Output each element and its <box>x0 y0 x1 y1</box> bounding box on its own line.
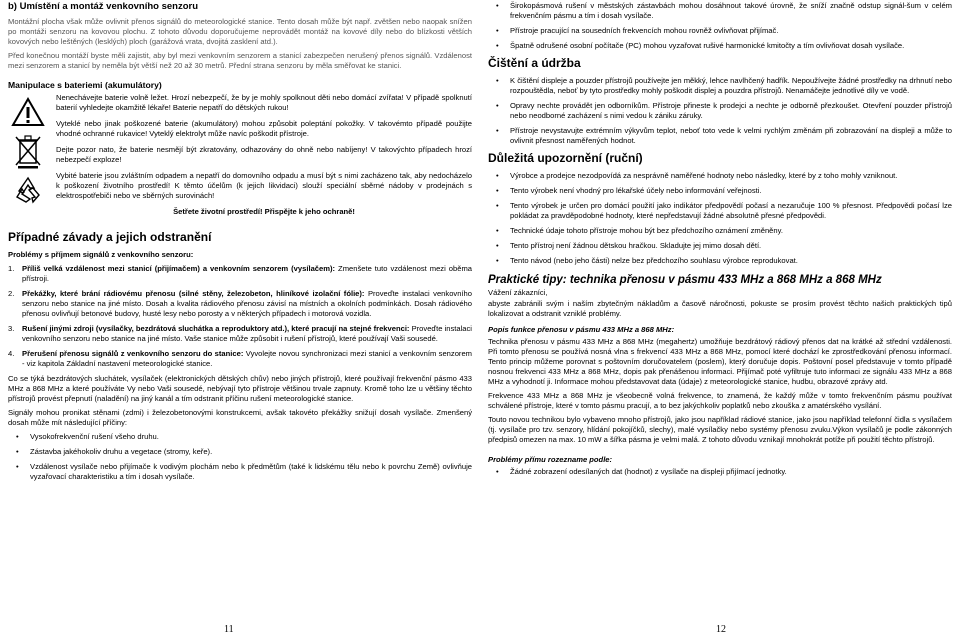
tips-paragraph: Frekvence 433 MHz a 868 MHz je všeobecně volná frekvence, to znamená, že každý může v tomto frekvenčním pásmu používat schválené přístroje, které v tomto pásmu pracují, a to bez jakýchkoliv poplatků nebo zkouška z amatérského vysílání. <box>488 391 952 410</box>
fault-item <box>8 324 472 344</box>
tips-greeting: Vážení zákazníci, <box>488 288 548 297</box>
fault-title: Příliš velká vzdálenost mezi stanicí (přijímačem) a venkovním senzorem (vysílačem): <box>22 264 336 273</box>
problems-subheading: Problémy přímu rozezname podle: <box>488 455 613 464</box>
cause-item: • Vzdálenost vysílače nebo přijímače k vodivým plochám nebo k předmětům (také k lidskému tělu nebo k povrchu Země) ovlivňuje vyzařovací charakteristiku a tím i dosah vysílače. <box>8 462 472 482</box>
battery-warning-block <box>8 93 472 226</box>
fault-title: Překážky, které brání rádiovému přenosu (silné stěny, železobeton, hliníkové izolační fólie): <box>22 289 365 298</box>
causes-list <box>8 432 472 482</box>
paragraph-before-mounting: Před konečnou montáží byste měli zajistit, aby byl mezi venkovním senzorem a stanicí zabezpečen nerušený přenos signálů. Vzdálenost mezi senzorem a stanicí by neměla být větší než 20 až 30 metrů. Přední strana senzoru by měla směřovat ke stanici. <box>8 51 472 70</box>
tips-paragraph: Technika přenosu v pásmu 433 MHz a 868 MHz (megahertz) umožňuje bezdrátový rádiový přenos dat na krátké až střední vzdálenosti. Při tomto přenosu se používá nosná vlna s frekvencí 433 MHz a 868 MHz, pomocí které dochází ke zprostředkování přenosu informací. Tento princip můžeme porovnat s poštovním doručovatelem (poslem), který doručuje dopis. Poštovní posel představuje v tomto případě nosnou frekvenci 433 MHz a 868 MHz, dopis pak přenášenou informaci. Přijímač poté vyfiltruje tuto informaci ze signálu 433 MHz a 868 MHz a vyhodnotí ji. Informace mohou představovat data (údaje) z meteorologické stanice, hudbu, obrazové zprávy atd. <box>488 337 952 386</box>
battery-paragraph: Vybité baterie jsou zvláštním odpadem a nepatří do domovního odpadu a musí být s nimi zacházeno tak, aby nedocházelo k poškození životního prostředí! K těmto účelům (k jejich likvidaci) slouží speciální sběrné nádoby v prodejnách s elektrospotřebiči nebo ve sběrných surovinách! <box>56 171 472 200</box>
section-heading-placement: b) Umístění a montáž venkovního senzoru <box>8 1 199 12</box>
recycling-icon <box>13 175 43 205</box>
note-item: • Tento výrobek není vhodný pro lékařské účely nebo informování veřejnosti. <box>488 186 952 196</box>
paragraph-mounting-surface: Montážní plocha však může ovlivnit přenos signálů do meteorologické stanice. Tento dosah může být např. zvětšen nebo naopak snížen po montáži senzoru na kovovou plochu. Z tohoto důvodu doporučujeme neprovádět montáž na kovové díly nebo do blízkosti větších kovových nebo leštěných (lesklých) ploch (garážová vrata, dvojitá zasklení atd.). <box>8 17 472 46</box>
note-item: • Tento přístroj není žádnou dětskou hračkou. Skladujte jej mimo dosah dětí. <box>488 241 952 251</box>
interference-list <box>488 1 952 51</box>
page-number-left: 11 <box>224 624 234 635</box>
interference-item: • Špatně odrušené osobní počítače (PC) mohou vyzařovat rušivé harmonické kmitočty a tím ovlivňovat dosah vysílače. <box>488 41 952 51</box>
fault-item <box>8 264 472 284</box>
note-item: • Výrobce a prodejce nezodpovídá za nesprávně naměřené hodnoty nebo následky, které by z toho mohly vzniknout. <box>488 171 952 181</box>
care-heading: Čištění a údržba <box>488 56 581 70</box>
battery-slogan: Šetřete životní prostředí! Přispějte k jeho ochraně! <box>173 207 355 216</box>
note-item: • Tento návod (nebo jeho části) nelze bez předchozího souhlasu výrobce reprodukovat. <box>488 256 952 266</box>
page-number-right: 12 <box>716 624 726 635</box>
interference-item: • Širokopásmová rušení v městských zástavbách mohou dosáhnout takové úrovně, že sníží značně odstup signál-šum v celém frekvenčním pásmu a tím i dosah vysílače. <box>488 1 952 21</box>
cause-item: • Zástavba jakéhokoliv druhu a vegetace (stromy, keře). <box>8 447 472 457</box>
fault-text: Zmenšete tuto vzdálenost mezi oběma přístroji. <box>22 264 472 283</box>
note-item: • Tento výrobek je určen pro domácí použití jako indikátor předpovědí počasí a nezaručuje 100 % přesnost. Předpovědi počasí lze pokládat za pravděpodobné hodnoty, které nepředstavují žádné absolutně přesné předpovědi. <box>488 201 952 221</box>
fault-text: Proveďte instalaci venkovního senzoru nebo stanice na jiné místo. Dosah a kvalita rádiového přenosu závisí na místních a okolních podmínkách. Dosah rádiového přenosu ovlivňují betonové budovy, husté lesy nebo porosty a v některých případech i motorová vozidla. <box>22 289 472 318</box>
faults-intro: Problémy s příjmem signálů z venkovního senzoru: <box>8 250 194 259</box>
notes-list <box>488 171 952 266</box>
battery-heading: Manipulace s bateriemi (akumulátory) <box>8 80 162 90</box>
battery-paragraph: Vyteklé nebo jinak poškozené baterie (akumulátory) mohou způsobit poleptání pokožky. V takovémto případě použijte vhodné ochranné rukavice! Vyteklý elektrolyt může navíc poškodit přístroje. <box>56 119 472 138</box>
fault-item <box>8 349 472 369</box>
warning-triangle-icon <box>11 97 45 127</box>
fault-number: 4. <box>8 349 15 358</box>
care-item: • Přístroje nevystavujte extrémním výkyvům teplot, neboť toto vede k velmi rychlým změnám při zobrazování na displeji a může to ovlivnit přesnost naměřených hodnot. <box>488 126 952 146</box>
faults-list <box>8 264 472 369</box>
care-item: • Opravy nechte provádět jen odborníkům. Přístroje přineste k prodejci a nechte je odborně přezkoušet. Otevření pouzder přístrojů nebo neodborné zacházení s nimi vedou k zániku záruky. <box>488 101 952 121</box>
care-item: • K čištění displeje a pouzder přístrojů používejte jen měkký, lehce navlhčený hadřík. Nepoužívejte žádné prostředky na drhnutí nebo rozpouštědla, neboť by tyto prostředky mohly poškodit displej a pouzdra přístrojů. Nenamáčejte jednotlivé díly ve vodě. <box>488 76 952 96</box>
paragraph-cordless-devices: Co se týká bezdrátových sluchátek, vysílaček (elektronických dětských chův) nebo jiných přístrojů, které používají frekvenční pásmo 433 MHz a 868 MHz a které používáte Vy nebo Vaši sousedé, nebývají tyto přístroje většinou trvale zapnuty. Kromě toho lze u většiny těchto přístrojů provést přepnutí (naladění) na jiný kanál a tím odstranit příčinu rušení meteorologické stanice. <box>8 374 472 403</box>
fault-text: Vyvolejte novou synchronizaci mezi stanicí a venkovním senzorem - viz kapitola Základní nastavení meteorologické stanice. <box>22 349 472 368</box>
problems-list <box>488 467 952 477</box>
fault-number: 2. <box>8 289 15 298</box>
fault-number: 3. <box>8 324 15 333</box>
battery-paragraph: Dejte pozor nato, že baterie nesmějí být zkratovány, odhazovány do ohně nebo nabíjeny! V takovýchto případech hrozí nebezpečí exploze! <box>56 145 472 164</box>
notes-heading: Důležitá upozornění (ruční) <box>488 151 643 165</box>
battery-text <box>56 93 472 226</box>
note-item: • Technické údaje tohoto přístroje mohou být bez předchozího oznámení změněny. <box>488 226 952 236</box>
right-page <box>480 0 960 634</box>
tips-paragraph: Touto novou technikou bylo vybaveno mnoho přístrojů, jako jsou například rádiové stanice, jako jsou například telefonní čidla s vysílačem (tj. vysílače pro tzv. senzory, hlídání pokojíčků, slechy), malé vysílačky nebo systémy přenosu zvuku.Výkon vysílačů je podle zákonných předpisů omezen na max. 10 mW a šířka pásma je velmi malá. Z tohoto důvodu vznikají mnohokrát potíže při použití těchto přístrojů. <box>488 415 952 444</box>
tips-intro: abyste zabránili svým i naším zbytečným nákladům a časově náročnosti, pokuste se prosím provést těchto našich praktických tipů lokalizovat a odstranit vzniklé problémy. <box>488 299 952 318</box>
care-list <box>488 76 952 146</box>
fault-title: Přerušení přenosu signálů z venkovního senzoru do stanice: <box>22 349 244 358</box>
fault-item <box>8 289 472 319</box>
paragraph-signal-walls: Signály mohou pronikat stěnami (zdmi) i železobetonovými konstrukcemi, avšak takovéto překážky snižují dosah vysílače. Zmenšený dosah může mít následující příčiny: <box>8 408 472 427</box>
crossed-bin-icon <box>14 133 42 169</box>
tips-subheading: Popis funkce přenosu v pásmu 433 MHz a 868 MHz: <box>488 325 675 334</box>
fault-title: Rušení jinými zdroji (vysílačky, bezdrátová sluchátka a reproduktory atd.), které pracují na stejné frekvenci: <box>22 324 410 333</box>
fault-number: 1. <box>8 264 15 273</box>
fault-text: Proveďte instalaci venkovního senzoru nebo stanice na jiné místo. Vaše stanice může způsobit i rušení přístrojů, které používají Vaši sousedé. <box>22 324 472 343</box>
interference-item: • Přístroje pracující na sousedních frekvencích mohou rovněž ovlivňovat přijímač. <box>488 26 952 36</box>
problem-item: • Žádné zobrazení odesílaných dat (hodnot) z vysílače na displeji přijímací jednotky. <box>488 467 952 477</box>
battery-paragraph: Nenechávejte baterie volně ležet. Hrozí nebezpečí, že by je mohly spolknout děti nebo domácí zvířata! V případě spolknutí baterií vyhledejte okamžitě lékaře! Baterie nepatří do dětských rukou! <box>56 93 472 112</box>
tips-heading: Praktické tipy: technika přenosu v pásmu 433 MHz a 868 MHz a 868 MHz <box>488 274 882 286</box>
left-page <box>0 0 480 634</box>
battery-icons <box>8 93 48 226</box>
faults-heading: Případné závady a jejich odstranění <box>8 230 212 244</box>
cause-item: • Vysokofrekvenční rušení všeho druhu. <box>8 432 472 442</box>
